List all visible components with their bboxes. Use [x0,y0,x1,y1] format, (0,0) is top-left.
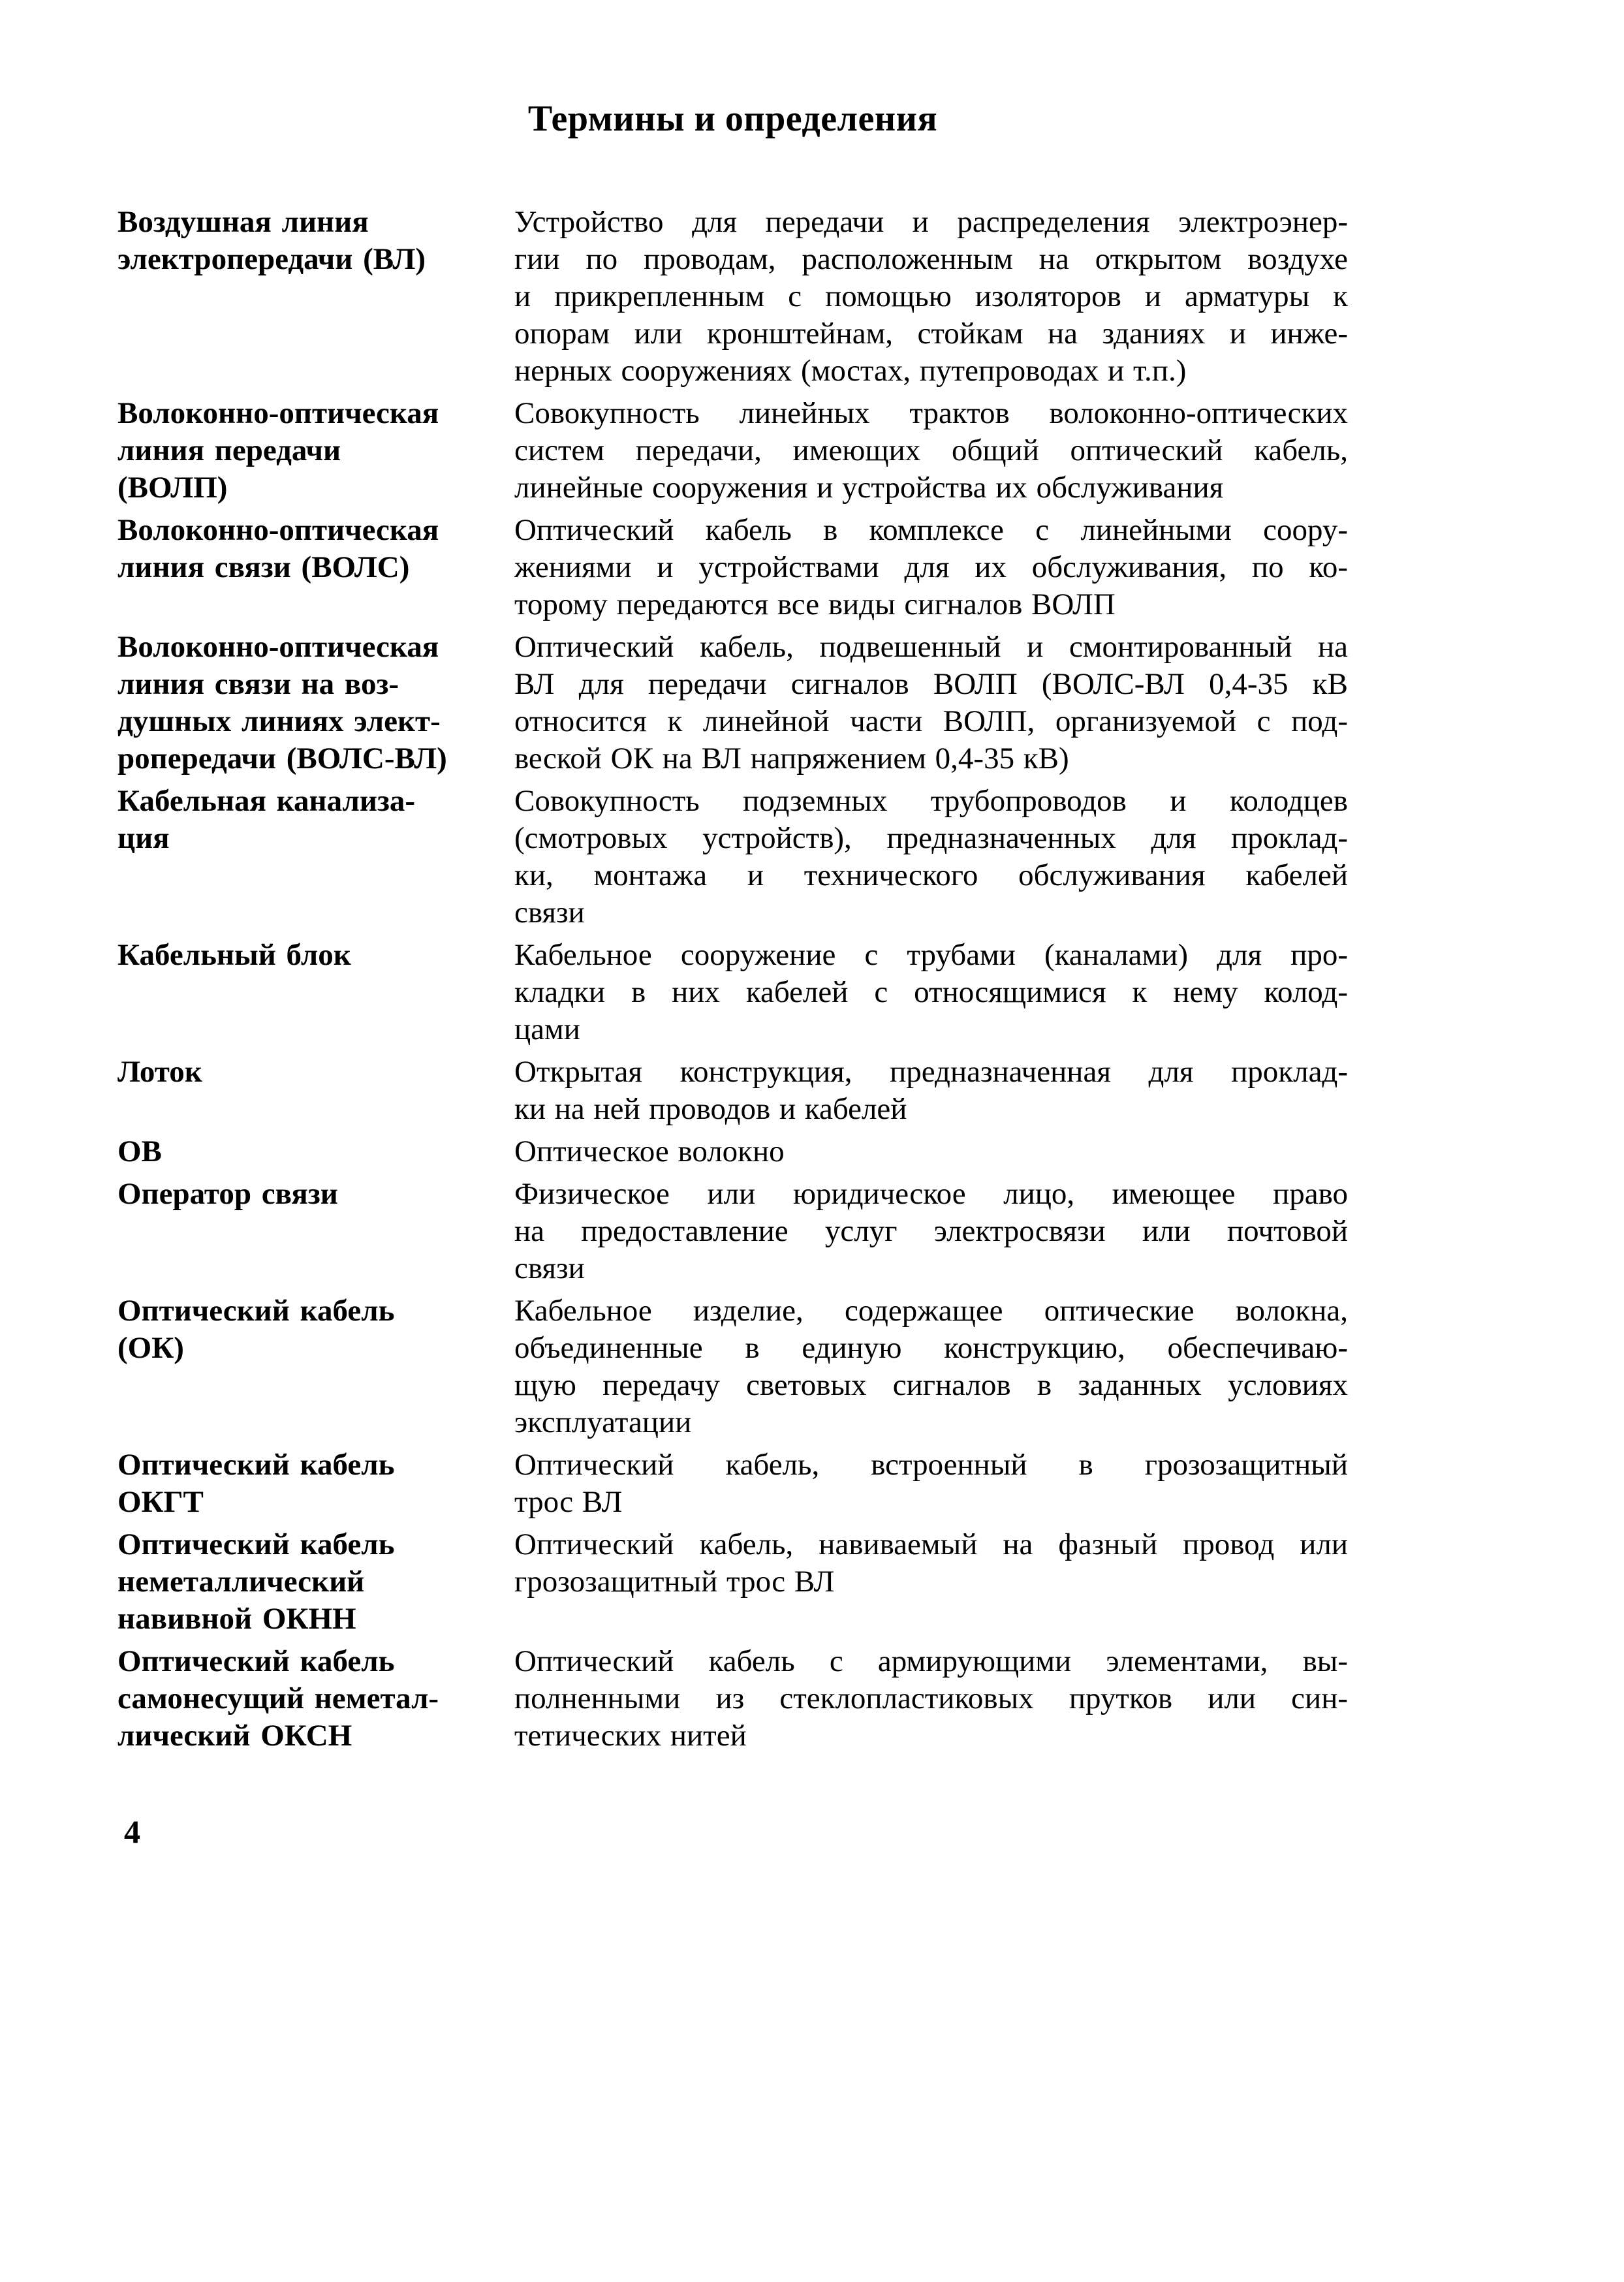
term-line: электропередачи (ВЛ) [117,242,426,276]
term [117,1526,514,1638]
term [117,1133,514,1170]
definition-line: ВЛ для передачи сигналов ВОЛП (ВОЛС-ВЛ 0,4-35 кВ [514,667,1348,701]
term-line: (ОК) [117,1331,184,1365]
definition-line: Оптический кабель, навиваемый на фазный провод или [514,1527,1348,1561]
definition-line: Открытая конструкция, предназначенная для проклад- [514,1055,1348,1089]
glossary-list [117,204,1348,1755]
glossary-entry [117,629,1348,777]
term-line: Кабельная канализа- [117,784,416,818]
definition-line: связи [514,1251,585,1285]
definition-line: относится к линейной части ВОЛП, организуемой с под- [514,704,1348,738]
term [117,395,514,507]
definition [514,1446,1348,1521]
definition-line: щую передачу световых сигналов в заданных условиях [514,1368,1348,1402]
definition [514,937,1348,1048]
definition-line: Кабельное сооружение с трубами (каналами) для про- [514,938,1348,972]
definition [514,1292,1348,1441]
definition-line: Совокупность подземных трубопроводов и колодцев [514,784,1348,818]
definition-line: (смотровых устройств), предназначенных для проклад- [514,821,1348,855]
definition-line: объединенные в единую конструкцию, обеспечиваю- [514,1331,1348,1365]
definition-line: трос ВЛ [514,1485,623,1519]
term-line: линия связи на воз- [117,667,399,701]
definition-line: ки, монтажа и технического обслуживания кабелей [514,858,1348,892]
glossary-entry [117,783,1348,931]
term-line: Волоконно-оптическая [117,630,439,664]
glossary-entry [117,1292,1348,1441]
term [117,937,514,974]
term-line: линия передачи [117,433,341,467]
term [117,783,514,857]
term-line: Оптический кабель [117,1294,395,1328]
page-number: 4 [124,1813,140,1850]
definition-line: кладки в них кабелей с относящимися к нему колод- [514,975,1348,1009]
glossary-entry [117,1133,1348,1170]
definition-line: систем передачи, имеющих общий оптический кабель, [514,433,1348,467]
definition-line: полненными из стеклопластиковых прутков или син- [514,1681,1348,1715]
term [117,629,514,777]
term [117,204,514,278]
definition [514,629,1348,777]
term-line: Оператор связи [117,1177,338,1211]
term [117,1054,514,1091]
definition [514,1054,1348,1128]
term-line: Оптический кабель [117,1527,395,1561]
term [117,512,514,586]
term-line: Воздушная линия [117,205,369,239]
glossary-entry [117,1643,1348,1755]
definition-line: торому передаются все виды сигналов ВОЛП [514,587,1116,621]
glossary-entry [117,512,1348,623]
definition-line: Оптический кабель в комплексе с линейными соору- [514,513,1348,547]
glossary-entry [117,1054,1348,1128]
definition-line: нерных сооружениях (мостах, путепроводах и т.п.) [514,354,1187,388]
glossary-entry [117,395,1348,507]
term-line: ОКГТ [117,1485,204,1519]
definition-line: грозозащитный трос ВЛ [514,1565,835,1599]
definition [514,1133,1348,1170]
term-line: неметаллический [117,1565,365,1599]
glossary-entry [117,1446,1348,1521]
definition [514,395,1348,507]
definition [514,1526,1348,1601]
definition-line: Устройство для передачи и распределения электроэнер- [514,205,1348,239]
definition-line: Физическое или юридическое лицо, имеющее право [514,1177,1348,1211]
term [117,1643,514,1755]
term-line: душных линиях элект- [117,704,441,738]
term-line: лический ОКСН [117,1719,352,1753]
definition-line: Кабельное изделие, содержащее оптические волокна, [514,1294,1348,1328]
definition-line: эксплуатации [514,1405,692,1439]
glossary-entry [117,1176,1348,1287]
definition-line: жениями и устройствами для их обслуживания, по ко- [514,550,1348,584]
glossary-entry [117,937,1348,1048]
term-line: линия связи (ВОЛС) [117,550,410,584]
definition [514,1643,1348,1755]
term-line: Оптический кабель [117,1644,395,1678]
definition-line: цами [514,1012,580,1046]
definition-line: связи [514,896,585,930]
term-line: Оптический кабель [117,1448,395,1482]
definition [514,512,1348,623]
glossary-entry [117,1526,1348,1638]
definition-line: на предоставление услуг электросвязи или почтовой [514,1214,1348,1248]
term [117,1176,514,1213]
definition [514,204,1348,390]
term-line: (ВОЛП) [117,471,228,505]
term-line: навивной ОКНН [117,1602,356,1636]
definition-line: Оптическое волокно [514,1134,785,1168]
definition-line: Совокупность линейных трактов волоконно-оптических [514,396,1348,430]
term [117,1292,514,1367]
glossary-entry [117,204,1348,390]
definition-line: ки на ней проводов и кабелей [514,1092,907,1126]
definition-line: линейные сооружения и устройства их обслуживания [514,471,1224,505]
term-line: ция [117,821,170,855]
definition-line: гии по проводам, расположенным на открытом воздухе [514,242,1348,276]
definition [514,1176,1348,1287]
term-line: самонесущий неметал- [117,1681,439,1715]
definition-line: опорам или кронштейнам, стойкам на зданиях и инже- [514,317,1348,351]
term-line: Волоконно-оптическая [117,513,439,547]
definition-line: и прикрепленным с помощью изоляторов и арматуры к [514,279,1348,313]
term-line: Кабельный блок [117,938,351,972]
term-line: Лоток [117,1055,202,1089]
definition [514,783,1348,931]
definition-line: Оптический кабель с армирующими элементами, вы- [514,1644,1348,1678]
term-line: ропередачи (ВОЛС-ВЛ) [117,742,447,775]
definition-line: тетических нитей [514,1719,747,1753]
term-line: Волоконно-оптическая [117,396,439,430]
definition-line: веской ОК на ВЛ напряжением 0,4-35 кВ) [514,742,1069,775]
term [117,1446,514,1521]
term-line: ОВ [117,1134,162,1168]
definition-line: Оптический кабель, подвешенный и смонтированный на [514,630,1348,664]
page-title: Термины и определения [527,99,938,139]
definition-line: Оптический кабель, встроенный в грозозащитный [514,1448,1348,1482]
